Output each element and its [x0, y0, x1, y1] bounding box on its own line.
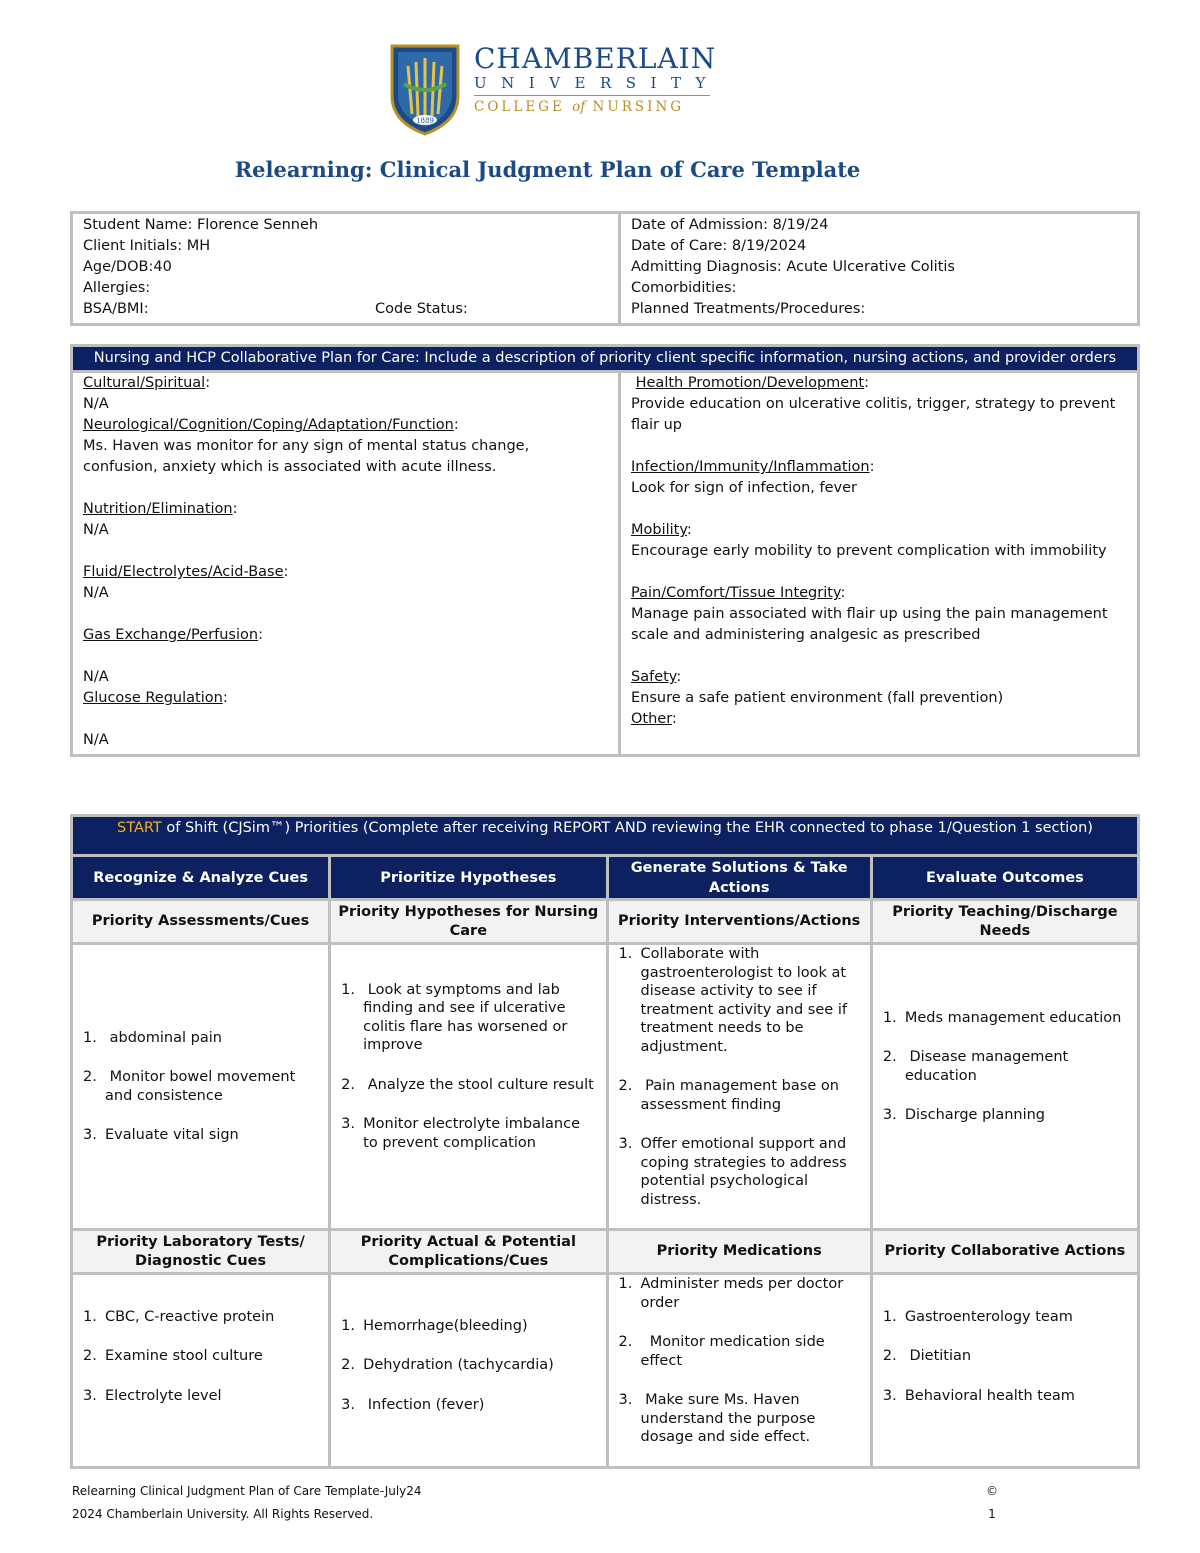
- date-of-admission: Date of Admission: 8/19/24: [631, 217, 829, 233]
- list-item: 3. Electrolyte level: [83, 1387, 222, 1404]
- client-info-left: [72, 213, 620, 325]
- list-item: 3. Infection (fever): [341, 1396, 485, 1413]
- allergies: Allergies:: [83, 280, 151, 296]
- client-info-right: [620, 213, 1139, 325]
- glucose-label: Glucose Regulation: [83, 690, 223, 706]
- code-status: Code Status:: [375, 301, 468, 317]
- mobility-label: Mobility: [631, 522, 687, 538]
- list-item: 1. Meds management education: [882, 1009, 1122, 1026]
- other-label: Other: [631, 711, 672, 727]
- university-name-line1: CHAMBERLAIN: [474, 42, 717, 75]
- teaching-cell: [871, 944, 1138, 1230]
- medications-cell: [607, 1274, 871, 1468]
- subheader-labs: Priority Laboratory Tests/ Diagnostic Cues: [72, 1230, 330, 1274]
- date-of-care: Date of Care: 8/19/2024: [631, 238, 807, 254]
- university-name-line2: UNIVERSITY: [474, 74, 720, 92]
- gas-value: N/A: [83, 669, 109, 685]
- phase-evaluate: Evaluate Outcomes: [871, 856, 1138, 900]
- list-item: 3. Behavioral health team: [882, 1387, 1075, 1404]
- infection-value: Look for sign of infection, fever: [631, 480, 857, 496]
- hypotheses-cell: [330, 944, 607, 1230]
- nutrition-value: N/A: [83, 522, 109, 538]
- document-title: Relearning: Clinical Judgment Plan of Care Template: [234, 157, 861, 182]
- infection-label: Infection/Immunity/Inflammation: [631, 459, 870, 475]
- fluid-value: N/A: [83, 585, 109, 601]
- chamberlain-logo: [390, 44, 720, 136]
- labs-cell: [72, 1274, 330, 1468]
- list-item: 1. Gastroenterology team: [882, 1308, 1073, 1325]
- list-item: 3. Offer emotional support and coping strategies to address potential psychological distress.: [618, 1136, 847, 1208]
- comorbidities: Comorbidities:: [631, 280, 737, 296]
- cultural-value: N/A: [83, 396, 109, 412]
- list-item: 2. Analyze the stool culture result: [341, 1076, 594, 1093]
- list-item: 3. Monitor electrolyte imbalance to prevent complication: [341, 1116, 580, 1151]
- nutrition-label: Nutrition/Elimination: [83, 501, 233, 517]
- list-item: 1. Collaborate with gastroenterologist to look at disease activity to see if treatment activity and see if treatment needs to be adjustment.: [618, 946, 847, 1055]
- copyright-symbol: ©: [986, 1484, 998, 1498]
- list-item: 1. Look at symptoms and lab finding and see if ulcerative colitis flare has worsened or improve: [341, 981, 568, 1054]
- college-name: COLLEGE of NURSING: [474, 99, 685, 115]
- list-item: 1. CBC, C-reactive protein: [83, 1308, 275, 1325]
- list-item: 2. Pain management base on assessment finding: [618, 1078, 839, 1113]
- list-item: 2. Disease management education: [882, 1049, 1069, 1084]
- health-value: Provide education on ulcerative colitis, trigger, strategy to prevent flair up: [631, 396, 1116, 433]
- list-item: 1. Administer meds per doctor order: [618, 1276, 844, 1311]
- bsa-bmi: BSA/BMI:: [83, 301, 149, 317]
- crest-year: 1889: [416, 117, 434, 125]
- complications-cell: [330, 1274, 607, 1468]
- safety-value: Ensure a safe patient environment (fall prevention): [631, 690, 1004, 706]
- pain-value: Manage pain associated with flair up using the pain management scale and administering analgesic as prescribed: [631, 606, 1108, 643]
- pain-label: Pain/Comfort/Tissue Integrity: [631, 585, 841, 601]
- subheader-hypotheses: Priority Hypotheses for Nursing Care: [330, 900, 607, 944]
- list-item: 2. Examine stool culture: [83, 1348, 263, 1365]
- glucose-value: N/A: [83, 732, 109, 748]
- subheader-collaborative: Priority Collaborative Actions: [871, 1230, 1138, 1274]
- health-label: Health Promotion/Development: [635, 375, 865, 391]
- nursing-plan-right: Health Promotion/Development: Provide education on ulcerative colitis, trigger, strategy to prevent flair up Infection/Immunity/Inflammation: Look for sign of infection, fever Mobility: Encourage early mobility to prevent complication with immobility Pain/Comfort/Tissue Integrity: Manage pain associated with flair up using the pain management scale and administering analgesic as prescribed Safety: Ensure a safe patient environment (fall prevention) Other:: [620, 372, 1139, 756]
- footer-rights: 2024 Chamberlain University. All Rights Reserved.: [72, 1507, 374, 1521]
- list-item: 2. Dietitian: [882, 1348, 972, 1365]
- subheader-teaching: Priority Teaching/Discharge Needs: [871, 900, 1138, 944]
- admitting-diagnosis: Admitting Diagnosis: Acute Ulcerative Colitis: [631, 259, 955, 275]
- assessments-cell: [72, 944, 330, 1230]
- clinical-judgment-table: [70, 814, 1140, 1469]
- list-item: 1. abdominal pain: [83, 1029, 222, 1046]
- client-info-table: [70, 211, 1140, 326]
- safety-label: Safety: [631, 669, 677, 685]
- phase-generate: Generate Solutions & Take Actions: [607, 856, 871, 900]
- fluid-label: Fluid/Electrolytes/Acid-Base: [83, 564, 284, 580]
- list-item: 3. Discharge planning: [882, 1107, 1046, 1123]
- collaborative-cell: [871, 1274, 1138, 1468]
- interventions-cell: [607, 944, 871, 1230]
- logo-divider: [474, 95, 710, 96]
- list-item: 2. Dehydration (tachycardia): [341, 1357, 554, 1374]
- list-item: 2. Monitor bowel movement and consistence: [83, 1069, 296, 1104]
- page-number: 1: [988, 1507, 996, 1521]
- footer-template-name: Relearning Clinical Judgment Plan of Care Template-July24: [72, 1484, 422, 1498]
- student-name: Student Name: Florence Senneh: [83, 217, 319, 233]
- start-label: START: [117, 820, 162, 836]
- subheader-assessments: Priority Assessments/Cues: [72, 900, 330, 944]
- cultural-label: Cultural/Spiritual: [83, 375, 206, 391]
- gas-label: Gas Exchange/Perfusion: [83, 627, 259, 643]
- page-footer: [72, 1480, 1002, 1526]
- subheader-complications: Priority Actual & Potential Complications/Cues: [330, 1230, 607, 1274]
- nursing-plan-left: Cultural/Spiritual: N/A Neurological/Cognition/Coping/Adaptation/Function: Ms. Haven was monitor for any sign of mental status change, confusion, anxiety which is associated with acute illness. Nutrition/Elimination: N/A Fluid/Electrolytes/Acid-Base: N/A Gas Exchange/Perfusion: N/A Glucose Regulation: N/A: [72, 372, 620, 756]
- planned-treatments: Planned Treatments/Procedures:: [631, 301, 866, 317]
- phase-prioritize: Prioritize Hypotheses: [330, 856, 607, 900]
- age-dob: Age/DOB:40: [83, 259, 172, 275]
- phase-recognize: Recognize & Analyze Cues: [72, 856, 330, 900]
- mobility-value: Encourage early mobility to prevent complication with immobility: [631, 543, 1107, 559]
- nursing-plan-header: Nursing and HCP Collaborative Plan for Care: Include a description of priority client specific information, nursing actions, and provider orders: [72, 346, 1139, 372]
- nursing-plan-table: [70, 344, 1140, 757]
- client-initials: Client Initials: MH: [83, 238, 211, 254]
- university-crest-icon: [390, 44, 460, 136]
- list-item: 3. Make sure Ms. Haven understand the purpose dosage and side effect.: [618, 1392, 816, 1445]
- list-item: 2. Monitor medication side effect: [618, 1334, 825, 1369]
- neuro-value: Ms. Haven was monitor for any sign of mental status change, confusion, anxiety which is associated with acute illness.: [83, 438, 530, 475]
- subheader-medications: Priority Medications: [607, 1230, 871, 1274]
- list-item: 1. Hemorrhage(bleeding): [341, 1317, 528, 1334]
- subheader-interventions: Priority Interventions/Actions: [607, 900, 871, 944]
- list-item: 3. Evaluate vital sign: [83, 1127, 239, 1143]
- start-of-shift-header: [72, 816, 1139, 856]
- neuro-label: Neurological/Cognition/Coping/Adaptation/Function: [83, 417, 454, 433]
- start-of-shift-text: of Shift (CJSim™) Priorities (Complete after receiving REPORT AND reviewing the EHR connected to phase 1/Question 1 section): [166, 820, 1093, 836]
